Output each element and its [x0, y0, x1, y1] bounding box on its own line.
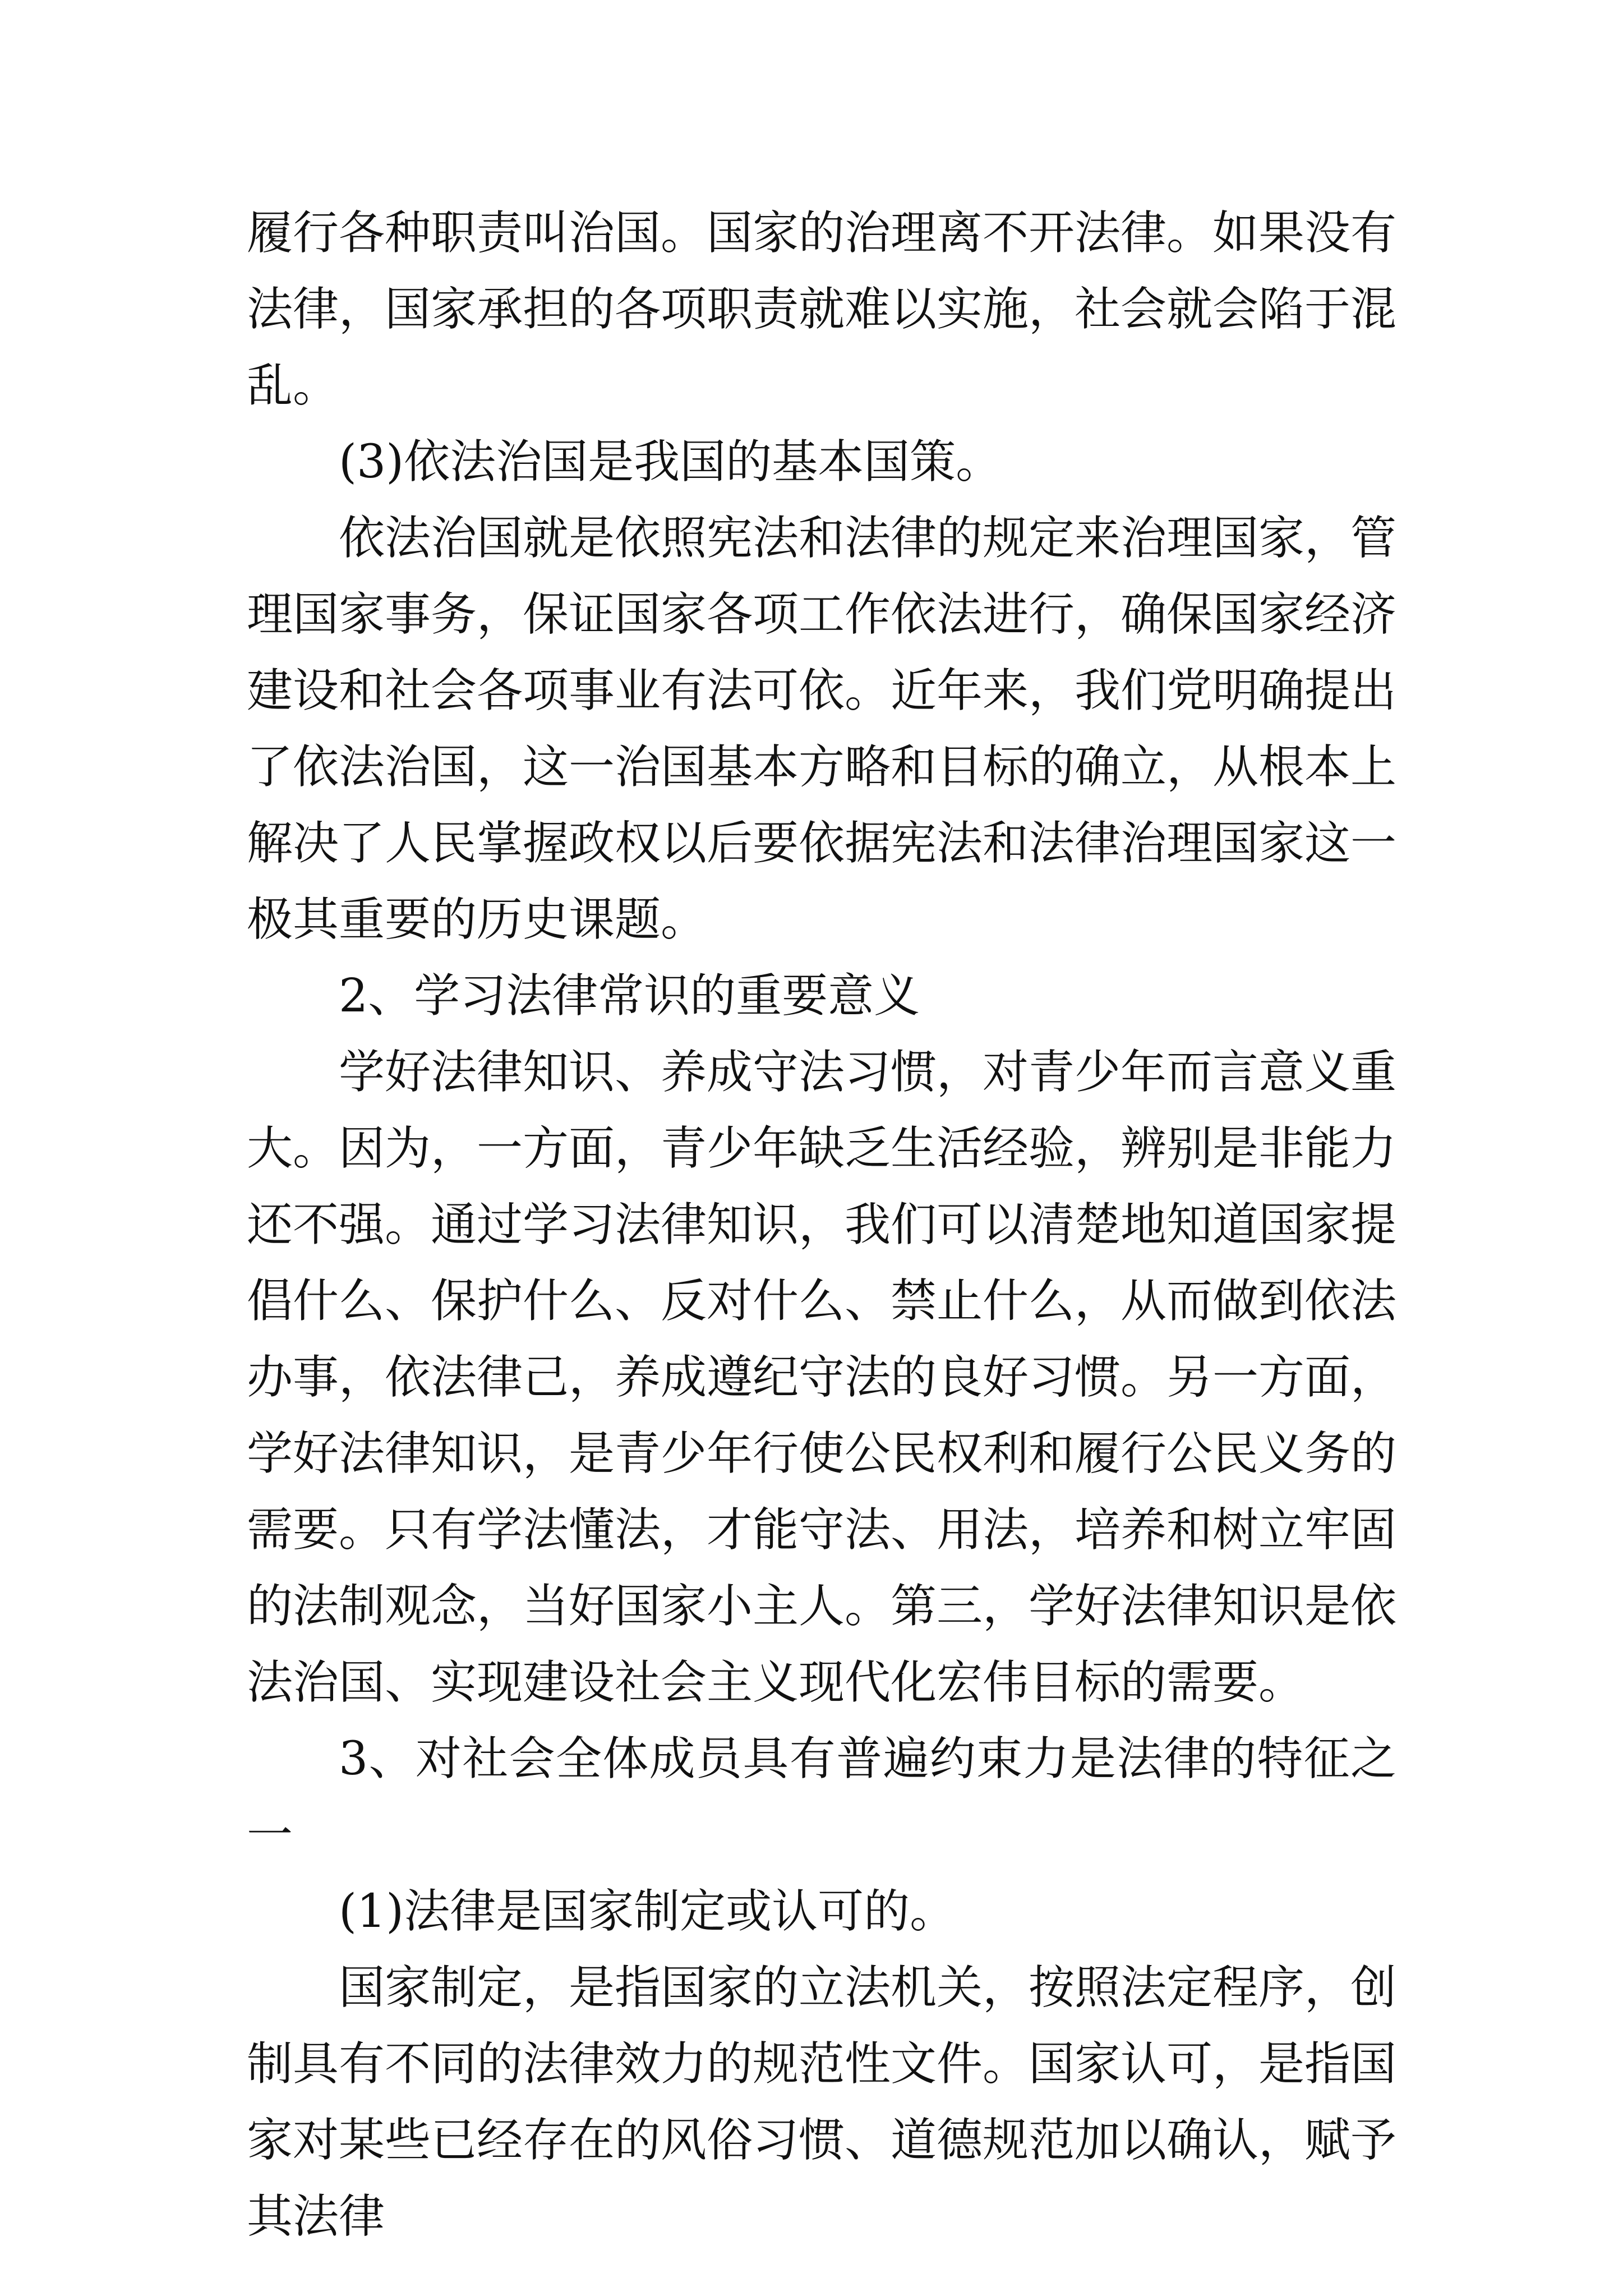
paragraph-8: 国家制定，是指国家的立法机关，按照法定程序，创制具有不同的法律效力的规范性文件。国家认可，是指国家对某些已经存在的风俗习惯、道德规范加以确认，赋予其法律 [247, 1961, 1397, 2243]
section-heading-3: 3、对社会全体成员具有普遍约束力是法律的特征之一 [247, 1732, 1396, 1862]
paragraph-1: 履行各种职责叫治国。国家的治理离不开法律。如果没有法律，国家承担的各项职责就难以实施，社会就会陷于混乱。 [247, 206, 1397, 412]
document-body [247, 195, 1396, 2255]
paragraph-3: 依法治国就是依照宪法和法律的规定来治理国家，管理国家事务，保证国家各项工作依法进行，确保国家经济建设和社会各项事业有法可依。近年来，我们党明确提出了依法治国，这一治国基本方略和目标的确立，从根本上解决了人民掌握政权以后要依据宪法和法律治理国家这一极其重要的历史课题。 [247, 512, 1397, 946]
paragraph-7: (1)法律是国家制定或认可的。 [339, 1885, 956, 1938]
section-heading-2: 2、学习法律常识的重要意义 [339, 969, 920, 1023]
paragraph-2: (3)依法治国是我国的基本国策。 [339, 435, 1002, 489]
paragraph-5: 学好法律知识、养成守法习惯，对青少年而言意义重大。因为，一方面，青少年缺乏生活经验，辨别是非能力还不强。通过学习法律知识，我们可以清楚地知道国家提倡什么、保护什么、反对什么、禁止什么，从而做到依法办事，依法律己，养成遵纪守法的良好习惯。另一方面，学好法律知识，是青少年行使公民权利和履行公民义务的需要。只有学法懂法，才能守法、用法，培养和树立牢固的法制观念，当好国家小主人。第三，学好法律知识是依法治国、实现建设社会主义现代化宏伟目标的需要。 [247, 1046, 1397, 1709]
